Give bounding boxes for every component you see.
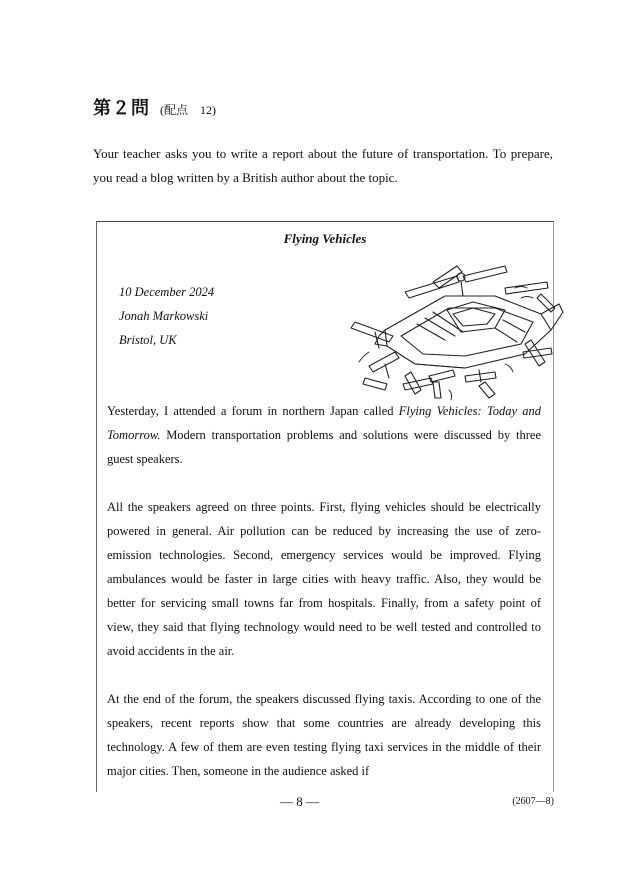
- question-header: [93, 94, 216, 120]
- question-points: (配点 12): [160, 103, 216, 117]
- blog-meta: [119, 280, 214, 352]
- blog-date: 10 December 2024: [119, 285, 215, 299]
- question-number: 第２問: [93, 98, 150, 119]
- page-number: — 8 —: [280, 794, 319, 809]
- blog-box: [96, 221, 554, 792]
- blog-title: Flying Vehicles: [283, 231, 367, 246]
- intro-text: Your teacher asks you to write a report about the future of transportation. To prepare, you read a blog written by a British author about the topic.: [93, 146, 553, 185]
- rotor-blade: [405, 266, 548, 298]
- blog-paragraph-3: At the end of the forum, the speakers discussed flying taxis. According to one of the speakers, recent reports show that some countries are already developing this technology. A few of them are even testing flying taxi services in the middle of their major cities. Then, someone in the audience asked if: [107, 692, 541, 778]
- flying-car-illustration: [345, 252, 567, 402]
- vehicle-body: [375, 296, 563, 368]
- paragraph-1-rest: Modern transportation problems and solutions were discussed by three guest speakers.: [107, 428, 541, 466]
- lower-rotors: [363, 294, 555, 398]
- blog-paragraph-2: All the speakers agreed on three points. First, flying vehicles should be electrically powered in general. Air pollution can be reduced by increasing the use of zero-emission technologies. Second, emergency services would be improved. Flying ambulances would be faster in large cities with heavy traffic. Also, they would be better for servicing small towns far from hospitals. Finally, from a safety point of view, they said that flying technology would need to be well tested and controlled to avoid accidents in the air.: [107, 500, 541, 658]
- blog-author: Jonah Markowski: [119, 309, 209, 323]
- forum-title: Flying Vehicles: Today and Tomorrow.: [107, 404, 541, 442]
- page-footer: [0, 794, 620, 814]
- blog-location: Bristol, UK: [119, 333, 177, 347]
- exam-code: (2607—8): [512, 796, 554, 807]
- paragraph-1-intro: Yesterday, I attended a forum in northern Japan called: [107, 404, 399, 418]
- blog-paragraph-1: [107, 399, 541, 471]
